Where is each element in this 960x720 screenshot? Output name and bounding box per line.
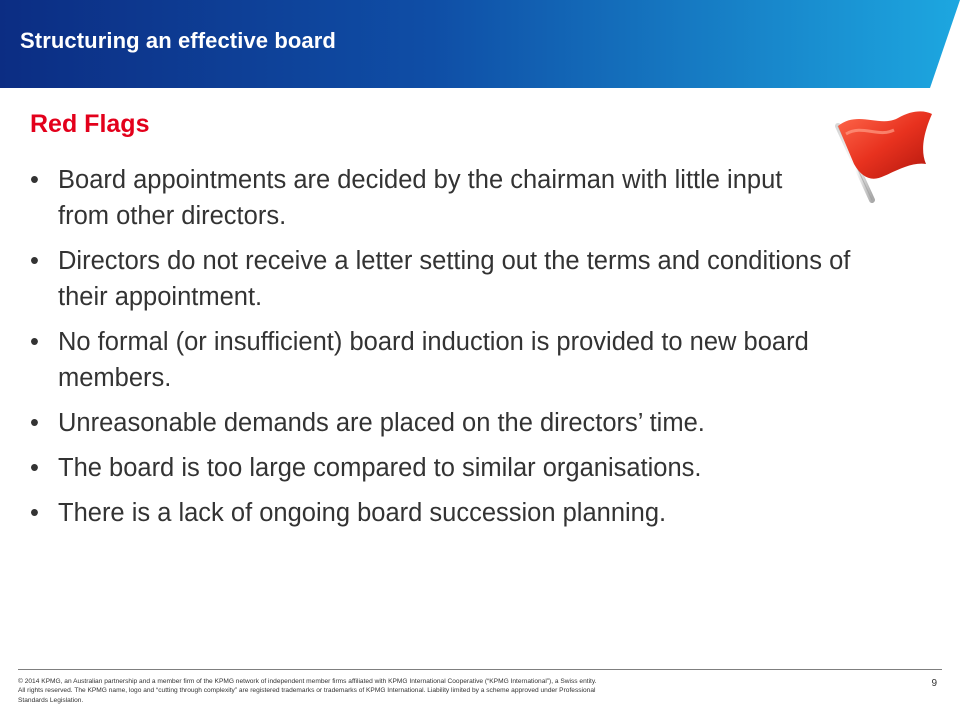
- bullet-dot: •: [30, 247, 39, 275]
- list-item-text: There is a lack of ongoing board succession planning.: [58, 499, 667, 527]
- list-item: [30, 450, 900, 486]
- list-item: [30, 324, 900, 396]
- list-item: [30, 495, 900, 531]
- list-item-text: Directors do not receive a letter setting out the terms and conditions of their appointment.: [58, 247, 851, 311]
- footer-legal-text: © 2014 KPMG, an Australian partnership and a member firm of the KPMG network of independent member firms affiliated with KPMG International Cooperative (“KPMG International”), a Swiss entity. All rights reserved. The KPMG name, logo and “cutting through complexity” are registered trademarks or trademarks of KPMG International. Liability limited by a scheme approved under Professional Standards Legislation.: [18, 678, 597, 704]
- list-item: [30, 405, 900, 441]
- list-item-text: Board appointments are decided by the chairman with little input from other directors.: [58, 166, 783, 230]
- list-item: [30, 243, 900, 315]
- slide-title: Structuring an effective board: [20, 28, 336, 53]
- bullet-dot: •: [30, 499, 39, 527]
- page-number: 9: [931, 678, 937, 689]
- bullet-dot: •: [30, 166, 39, 194]
- list-item-text: Unreasonable demands are placed on the directors’ time.: [58, 409, 705, 437]
- bullet-dot: •: [30, 454, 39, 482]
- bullet-dot: •: [30, 328, 39, 356]
- list-item-text: No formal (or insufficient) board induction is provided to new board members.: [58, 328, 809, 392]
- list-item: [30, 162, 823, 234]
- bullet-dot: •: [30, 409, 39, 437]
- section-heading: Red Flags: [30, 110, 150, 138]
- red-flags-list: [30, 162, 900, 540]
- list-item-text: The board is too large compared to similar organisations.: [58, 454, 702, 482]
- footer-divider: [18, 669, 942, 670]
